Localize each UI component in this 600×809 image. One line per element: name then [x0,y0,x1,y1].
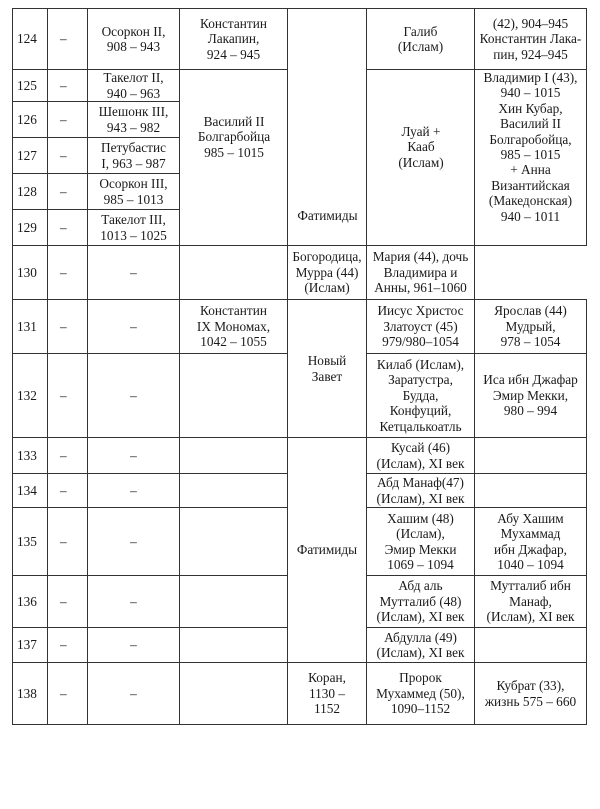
row-number: 125 [13,70,48,102]
row-number: 136 [13,576,48,628]
pharaoh-cell: Осоркон II, 908 – 943 [88,9,180,70]
dash-cell: – [48,246,88,300]
emperor-cell-empty [180,576,288,628]
table-row [13,246,587,300]
pharaoh-cell: – [88,576,180,628]
pharaoh-cell: Петубастис I, 963 – 987 [88,138,180,174]
emperor-cell-empty [180,508,288,576]
figure-cell: Килаб (Ислам), Заратустра, Будда, Конфуций, Кетцалькоатль [367,354,475,438]
dash-cell: – [48,70,88,102]
parallel-cell: Мария (44), дочь Владимира и Анны, 961–1060 [367,246,475,300]
dash-cell: – [48,174,88,210]
parallel-cell-empty [475,438,587,474]
dash-cell: – [48,210,88,246]
row-number: 135 [13,508,48,576]
parallel-cell-empty [475,628,587,663]
parallel-cell: Иса ибн Джафар Эмир Мекки, 980 – 994 [475,354,587,438]
dash-cell: – [48,508,88,576]
row-number: 126 [13,102,48,138]
pharaoh-cell: – [88,663,180,725]
parallel-cell: Владимир I (43), 940 – 1015 Хин Кубар, Василий II Болгаробойца, 985 – 1015 + Анна Византийская (Македонская) 940 – 1011 [475,70,587,246]
pharaoh-cell: Такелот III, 1013 – 1025 [88,210,180,246]
table-row [13,438,587,474]
row-number: 127 [13,138,48,174]
dynasty-cell: Коран, 1130 – 1152 [288,663,367,725]
figure-overlay-126: Луай + Кааб (Ислам) [398,124,444,170]
row-number: 133 [13,438,48,474]
emperor-cell-empty [180,438,288,474]
row-number: 137 [13,628,48,663]
table-row [13,9,587,70]
figure-cell: Кусай (46) (Ислам), XI век [367,438,475,474]
row-number: 124 [13,9,48,70]
row-number: 128 [13,174,48,210]
emperor-cell-empty [180,474,288,508]
figure-cell: Абд Манаф(47) (Ислам), XI век [367,474,475,508]
pharaoh-cell: – [88,354,180,438]
emperor-cell-empty [180,663,288,725]
emperor-overlay-126: Василий II Болгарбойца 985 – 1015 [197,114,271,160]
dynasty-overlay-128: Фатимиды [297,208,358,223]
pharaoh-cell: – [88,508,180,576]
dash-cell: – [48,138,88,174]
emperor-cell: Константин Лакапин, 924 – 945 [180,9,288,70]
emperor-cell-empty [180,246,288,300]
dash-cell: – [48,102,88,138]
emperor-cell-empty [180,628,288,663]
emperor-cell: Константин IX Мономах, 1042 – 1055 [180,300,288,354]
figure-cell: Богородица, Мурра (44) (Ислам) [288,246,367,300]
dash-cell: – [48,354,88,438]
dash-cell: – [48,663,88,725]
dash-cell: – [48,438,88,474]
emperor-cell-empty [180,354,288,438]
dash-cell: – [48,300,88,354]
dash-cell: – [48,576,88,628]
pharaoh-cell: – [88,474,180,508]
parallel-cell: Ярослав (44) Мудрый, 978 – 1054 [475,300,587,354]
pharaoh-cell: Такелот II, 940 – 963 [88,70,180,102]
parallel-cell: (42), 904–945 Константин Лака- пин, 924–945 [475,9,587,70]
row-number: 138 [13,663,48,725]
pharaoh-cell: – [88,438,180,474]
pharaoh-cell: Осоркон III, 985 – 1013 [88,174,180,210]
pharaoh-cell: – [88,300,180,354]
row-number: 130 [13,246,48,300]
figure-cell: Пророк Мухаммед (50), 1090–1152 [367,663,475,725]
figure-cell: Галиб (Ислам) [367,9,475,70]
row-number: 131 [13,300,48,354]
chronology-table [12,8,587,725]
dash-cell: – [48,474,88,508]
table-row [13,300,587,354]
pharaoh-cell: – [88,246,180,300]
pharaoh-cell: Шешонк III, 943 – 982 [88,102,180,138]
figure-cell: Абдулла (49) (Ислам), XI век [367,628,475,663]
parallel-cell-empty [475,474,587,508]
row-number: 134 [13,474,48,508]
dash-cell: – [48,628,88,663]
row-number: 129 [13,210,48,246]
dynasty-cell: Фатимиды [288,438,367,663]
parallel-cell: Абу Хашим Мухаммад ибн Джафар, 1040 – 1094 [475,508,587,576]
parallel-cell: Мутталиб ибн Манаф, (Ислам), XI век [475,576,587,628]
parallel-cell: Кубрат (33), жизнь 575 – 660 [475,663,587,725]
table-row [13,663,587,725]
pharaoh-cell: – [88,628,180,663]
dynasty-cell: Новый Завет [288,300,367,438]
figure-cell: Хашим (48) (Ислам), Эмир Мекки 1069 – 1094 [367,508,475,576]
dash-cell: – [48,9,88,70]
row-number: 132 [13,354,48,438]
figure-cell: Иисус Христос Златоуст (45) 979/980–1054 [367,300,475,354]
figure-cell: Абд аль Мутталиб (48) (Ислам), XI век [367,576,475,628]
